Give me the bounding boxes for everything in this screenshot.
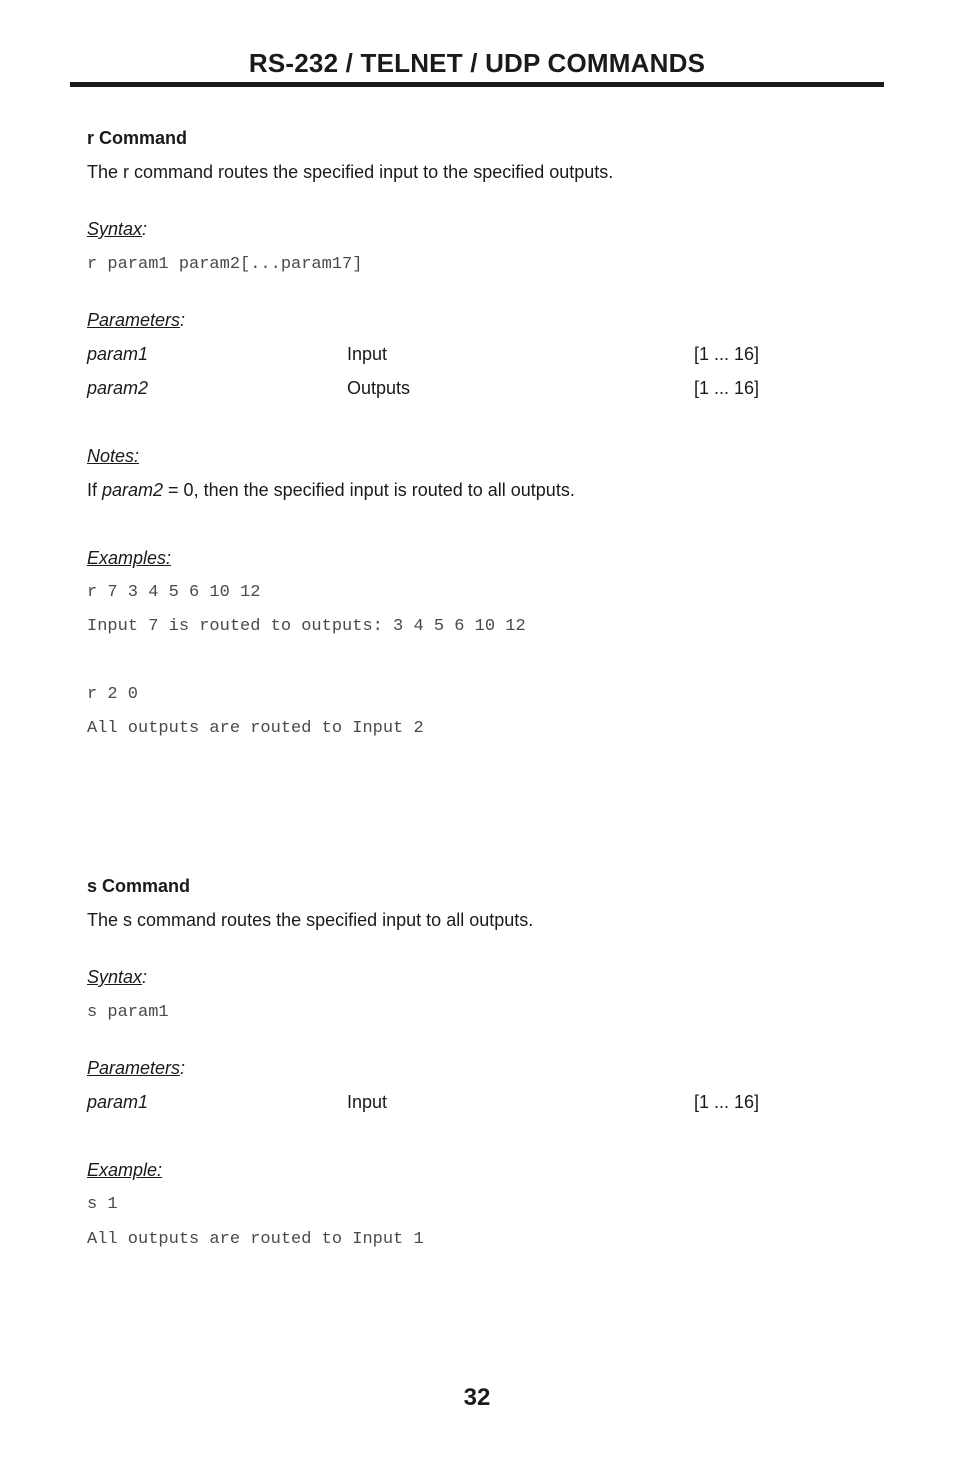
s-command-title: s Command bbox=[87, 876, 191, 896]
r-notes-label-text: Notes: bbox=[87, 446, 140, 466]
s-param1-range: [1 ... 16] bbox=[694, 1092, 760, 1112]
r-param1-name: param1 bbox=[87, 344, 149, 364]
page-number: 32 bbox=[463, 1384, 491, 1411]
s-example-label bbox=[87, 1161, 162, 1179]
s-syntax-code: s param1 bbox=[87, 1003, 169, 1022]
s-parameters-label-text: Parameters bbox=[87, 1058, 181, 1078]
s-param1-name: param1 bbox=[87, 1092, 149, 1112]
r-param2-description: Outputs bbox=[347, 378, 411, 398]
s-syntax-label-text: Syntax bbox=[87, 967, 143, 987]
r-examples-label bbox=[87, 549, 171, 567]
r-parameters-label bbox=[87, 311, 185, 329]
s-command-description: The s command routes the specified input to all outputs. bbox=[87, 910, 534, 930]
r-notes-param: param2 bbox=[102, 480, 164, 500]
r-notes-label bbox=[87, 447, 139, 465]
r-notes-prefix: If bbox=[87, 480, 103, 500]
s-param1-description: Input bbox=[347, 1092, 388, 1112]
r-param2-name: param2 bbox=[87, 378, 149, 398]
s-syntax-label bbox=[87, 968, 147, 986]
r-syntax-label bbox=[87, 220, 147, 238]
s-example-command: s 1 bbox=[87, 1195, 118, 1214]
r-syntax-code: r param1 param2[...param17] bbox=[87, 255, 363, 274]
r-param2-range: [1 ... 16] bbox=[694, 378, 760, 398]
r-command-description: The r command routes the specified input to the specified outputs. bbox=[87, 162, 614, 182]
r-example-1-command: r 7 3 4 5 6 10 12 bbox=[87, 583, 261, 602]
r-example-2-command: r 2 0 bbox=[87, 685, 139, 704]
r-notes-text bbox=[87, 481, 575, 499]
s-parameters-label bbox=[87, 1059, 185, 1077]
r-parameters-label-text: Parameters bbox=[87, 310, 181, 330]
s-parameters-label-colon: : bbox=[180, 1058, 186, 1078]
r-syntax-label-text: Syntax bbox=[87, 219, 143, 239]
r-param1-range: [1 ... 16] bbox=[694, 344, 760, 364]
r-example-1-result: Input 7 is routed to outputs: 3 4 5 6 10 12 bbox=[87, 617, 526, 636]
s-example-label-text: Example: bbox=[87, 1160, 163, 1180]
r-syntax-label-colon: : bbox=[142, 219, 148, 239]
r-examples-label-text: Examples: bbox=[87, 548, 172, 568]
header-divider bbox=[70, 82, 884, 87]
page-title: RS-232 / TELNET / UDP COMMANDS bbox=[248, 48, 706, 78]
r-example-2-result: All outputs are routed to Input 2 bbox=[87, 719, 424, 738]
s-example-result: All outputs are routed to Input 1 bbox=[87, 1230, 424, 1249]
s-syntax-label-colon: : bbox=[142, 967, 148, 987]
r-notes-suffix: = 0, then the specified input is routed to all outputs. bbox=[163, 480, 575, 500]
r-parameters-label-colon: : bbox=[180, 310, 186, 330]
r-param1-description: Input bbox=[347, 344, 388, 364]
r-command-title: r Command bbox=[87, 128, 188, 148]
